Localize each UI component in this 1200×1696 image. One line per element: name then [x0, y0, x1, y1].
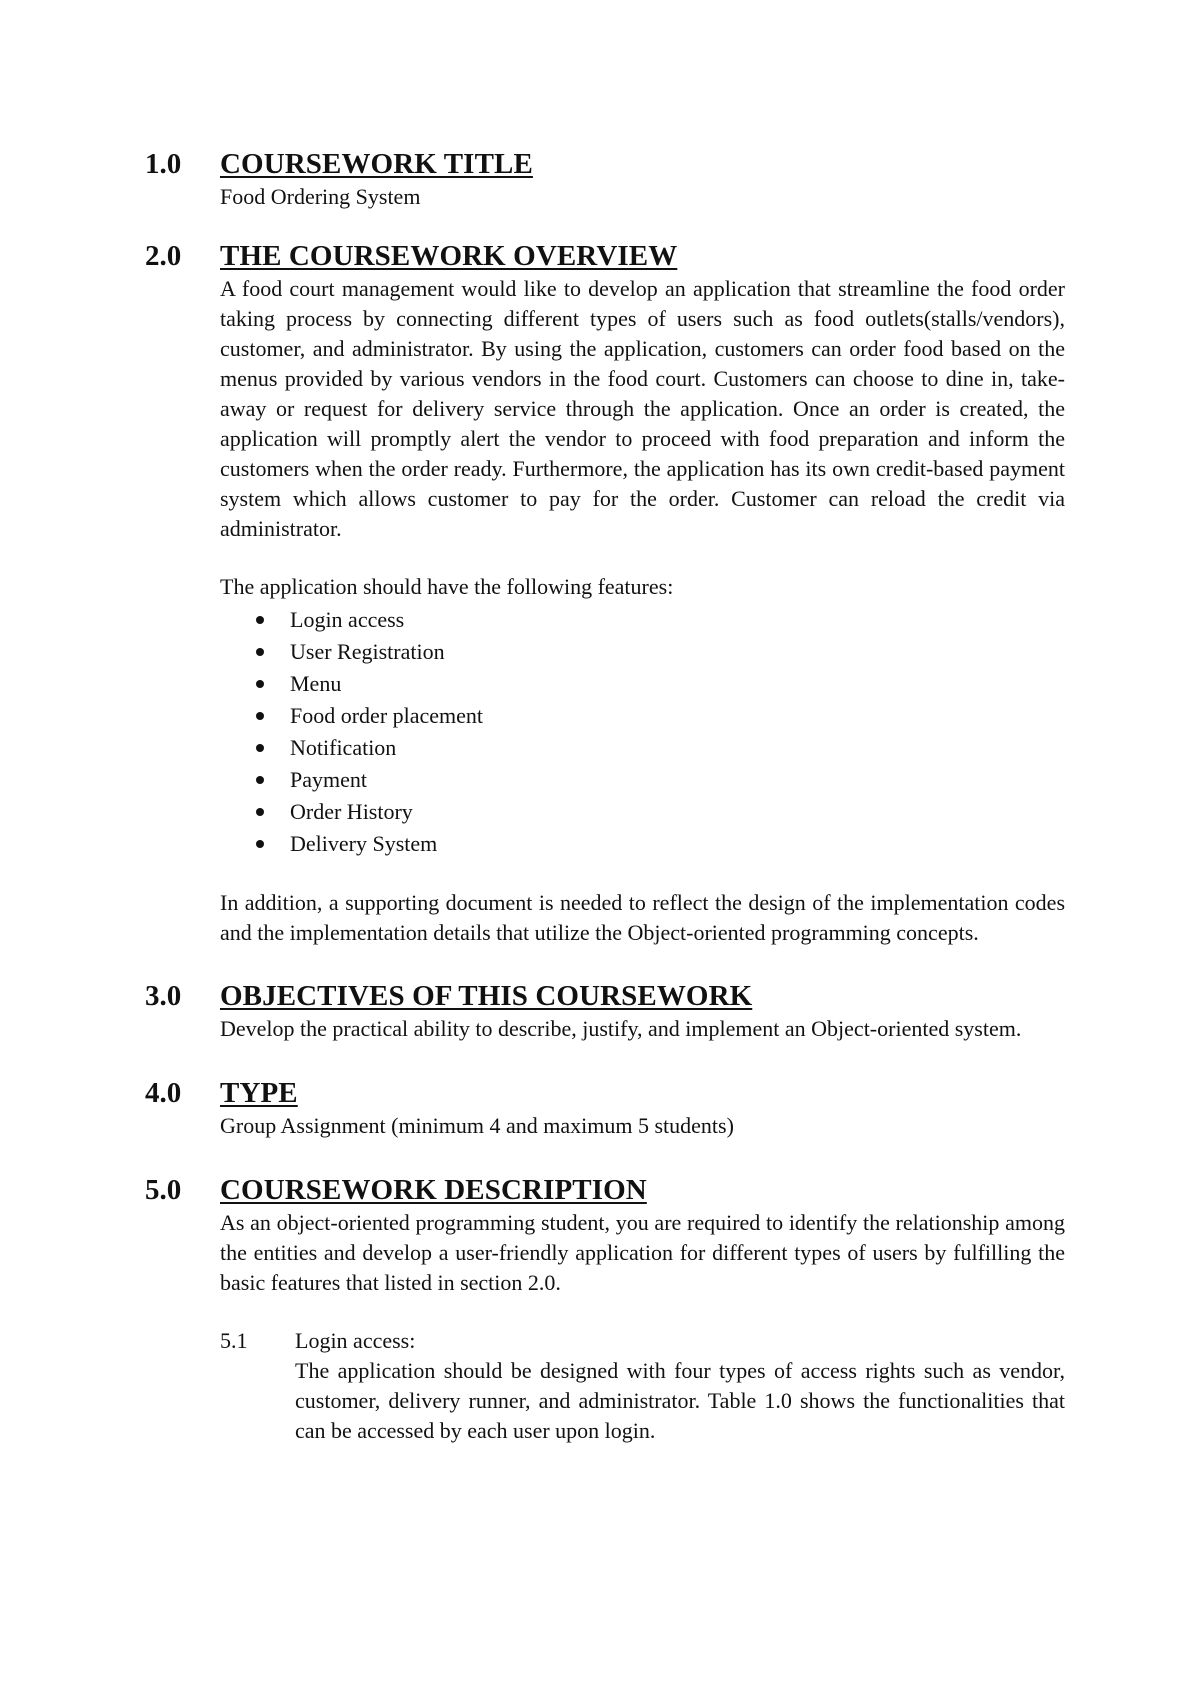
features-list	[220, 604, 1065, 860]
list-item	[220, 604, 1065, 636]
subsection-login-access	[220, 1326, 1065, 1446]
feature-label: Notification	[290, 735, 397, 760]
bullet-icon	[256, 808, 264, 816]
subsection-heading	[220, 1326, 1065, 1356]
bullet-icon	[256, 648, 264, 656]
features-intro: The application should have the following features:	[220, 574, 674, 599]
section-heading	[145, 146, 1065, 182]
subsection-body: The application should be designed with four types of access rights such as vendor, customer, delivery runner, and administrator. Table 1.0 shows the functionalities that can be accessed by each user upon login.	[295, 1358, 1065, 1443]
section-coursework-title	[145, 146, 1065, 212]
section-title: COURSEWORK DESCRIPTION	[220, 1174, 647, 1206]
list-item	[220, 636, 1065, 668]
section-heading	[145, 1075, 1065, 1111]
section-body: Group Assignment (minimum 4 and maximum 5 students)	[220, 1113, 734, 1138]
overview-paragraph: A food court management would like to develop an application that streamline the food order taking process by connecting different types of users such as food outlets(stalls/vendors), customer, and administrator. By using the application, customers can order food based on the menus provided by various vendors in the food court. Customers can choose to dine in, take-away or request for delivery service through the application. Once an order is created, the application will promptly alert the vendor to proceed with food preparation and inform the customers when the order ready. Furthermore, the application has its own credit-based payment system which allows customer to pay for the order. Customer can reload the credit via administrator.	[220, 276, 1065, 541]
subsection-number: 5.1	[220, 1328, 248, 1353]
list-item	[220, 764, 1065, 796]
section-title: COURSEWORK TITLE	[220, 148, 533, 180]
section-body: As an object-oriented programming student, you are required to identify the relationship among the entities and develop a user-friendly application for different types of users by fulfilling the basic features that listed in section 2.0.	[220, 1210, 1065, 1295]
feature-label: Menu	[290, 671, 342, 696]
section-objectives	[145, 978, 1065, 1044]
feature-label: Food order placement	[290, 703, 484, 728]
section-title: THE COURSEWORK OVERVIEW	[220, 240, 678, 272]
section-title: OBJECTIVES OF THIS COURSEWORK	[220, 980, 753, 1012]
section-number: 1.0	[145, 148, 182, 180]
section-heading	[145, 1172, 1065, 1208]
feature-label: Payment	[290, 767, 367, 792]
section-coursework-description	[145, 1172, 1065, 1446]
feature-label: Order History	[290, 799, 413, 824]
list-item	[220, 828, 1065, 860]
section-type	[145, 1075, 1065, 1141]
section-number: 2.0	[145, 240, 182, 272]
list-item	[220, 796, 1065, 828]
feature-label: Delivery System	[290, 831, 438, 856]
section-title: TYPE	[220, 1077, 298, 1109]
section-number: 3.0	[145, 980, 182, 1012]
bullet-icon	[256, 680, 264, 688]
bullet-icon	[256, 776, 264, 784]
list-item	[220, 668, 1065, 700]
section-overview	[145, 238, 1065, 948]
section-number: 5.0	[145, 1174, 182, 1206]
subsection-title: Login access:	[295, 1328, 416, 1353]
feature-label: User Registration	[290, 639, 445, 664]
section-heading	[145, 238, 1065, 274]
bullet-icon	[256, 616, 264, 624]
bullet-icon	[256, 712, 264, 720]
list-item	[220, 732, 1065, 764]
section-body: Food Ordering System	[220, 184, 421, 209]
section-body: Develop the practical ability to describe, justify, and implement an Object-oriented system.	[220, 1016, 1022, 1041]
section-number: 4.0	[145, 1077, 182, 1109]
supporting-document-paragraph: In addition, a supporting document is needed to reflect the design of the implementation codes and the implementation details that utilize the Object-oriented programming concepts.	[220, 890, 1065, 945]
bullet-icon	[256, 744, 264, 752]
feature-label: Login access	[290, 607, 405, 632]
list-item	[220, 700, 1065, 732]
bullet-icon	[256, 840, 264, 848]
section-heading	[145, 978, 1065, 1014]
